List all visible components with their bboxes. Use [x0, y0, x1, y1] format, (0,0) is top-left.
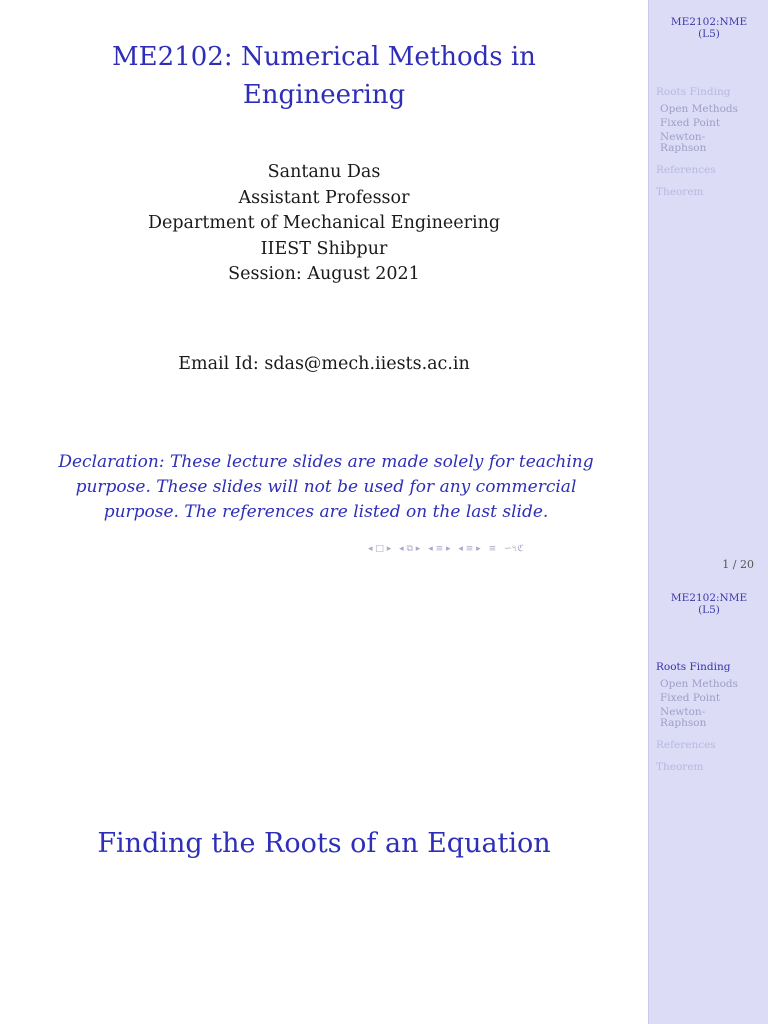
sidebar-item-fixed-point[interactable]: Fixed Point: [660, 117, 721, 129]
slide-2: [0, 576, 768, 1024]
sidebar-slide-2: [648, 576, 768, 1024]
sidebar-title-line-2: (L5): [698, 28, 720, 40]
sidebar-item-newton-line-2: Raphson: [660, 717, 707, 729]
sidebar-item-references[interactable]: References: [656, 739, 716, 751]
email-line: Email Id: sdas@mech.iiests.ac.in: [178, 354, 470, 374]
sidebar-item-newton-raphson[interactable]: [660, 132, 706, 154]
author-block: [0, 160, 648, 288]
sidebar-item-roots-finding[interactable]: Roots Finding: [656, 86, 731, 98]
author-position: Assistant Professor: [238, 187, 410, 208]
navigation-bar: [368, 541, 648, 555]
sidebar-item-open-methods[interactable]: Open Methods: [660, 103, 739, 115]
slide-1-content: [0, 0, 648, 576]
slide-title-line-1: ME2102: Numerical Methods in: [112, 42, 536, 72]
sidebar-item-open-methods[interactable]: Open Methods: [660, 678, 739, 690]
declaration-text: Declaration: These lecture slides are made solely for teaching purpose. These slides will not be used for any commercial purpose. The references are listed on the last slide.: [58, 452, 594, 522]
sidebar-title-line-1: ME2102:NME: [670, 16, 748, 28]
nav-frame-icon[interactable]: ◂ ⧉ ▸: [399, 544, 421, 554]
sidebar: [648, 0, 768, 576]
author-institute: IIEST Shibpur: [260, 238, 388, 259]
author-session: Session: August 2021: [228, 264, 420, 284]
sidebar-item-fixed-point[interactable]: Fixed Point: [660, 692, 721, 704]
slide-2-content: [0, 576, 648, 1024]
sidebar-item-roots-finding[interactable]: Roots Finding: [656, 661, 731, 673]
sidebar-item-newton-line-1: Newton-: [660, 706, 706, 718]
sidebar-item-newton-line-2: Raphson: [660, 142, 707, 154]
nav-section-icon[interactable]: ◂ ≡ ▸: [458, 544, 481, 554]
sidebar-title-line-2: (L5): [698, 604, 720, 616]
sidebar-title: [649, 16, 768, 40]
nav-prev-frame-icon[interactable]: ◂ □ ▸: [368, 544, 392, 554]
slide-title: [0, 38, 648, 114]
sidebar-item-newton-raphson[interactable]: [660, 707, 706, 729]
slide-title-line-2: Engineering: [242, 80, 406, 110]
page-number: 1 / 20: [722, 558, 754, 571]
sidebar-title: [649, 592, 768, 616]
nav-align-icon[interactable]: ≡: [488, 544, 497, 554]
sidebar-item-newton-line-1: Newton-: [660, 131, 706, 143]
author-name: Santanu Das: [267, 162, 381, 182]
sidebar-title-line-1: ME2102:NME: [670, 592, 748, 604]
sidebar-item-theorem[interactable]: Theorem: [656, 186, 704, 198]
sidebar-item-theorem[interactable]: Theorem: [656, 761, 704, 773]
nav-subsection-icon[interactable]: ◂ ≡ ▸: [428, 544, 451, 554]
sidebar-item-references[interactable]: References: [656, 164, 716, 176]
author-department: Department of Mechanical Engineering: [147, 213, 501, 233]
section-heading: Finding the Roots of an Equation: [97, 828, 551, 859]
nav-search-icon[interactable]: ∽৭ℭ: [504, 544, 524, 554]
